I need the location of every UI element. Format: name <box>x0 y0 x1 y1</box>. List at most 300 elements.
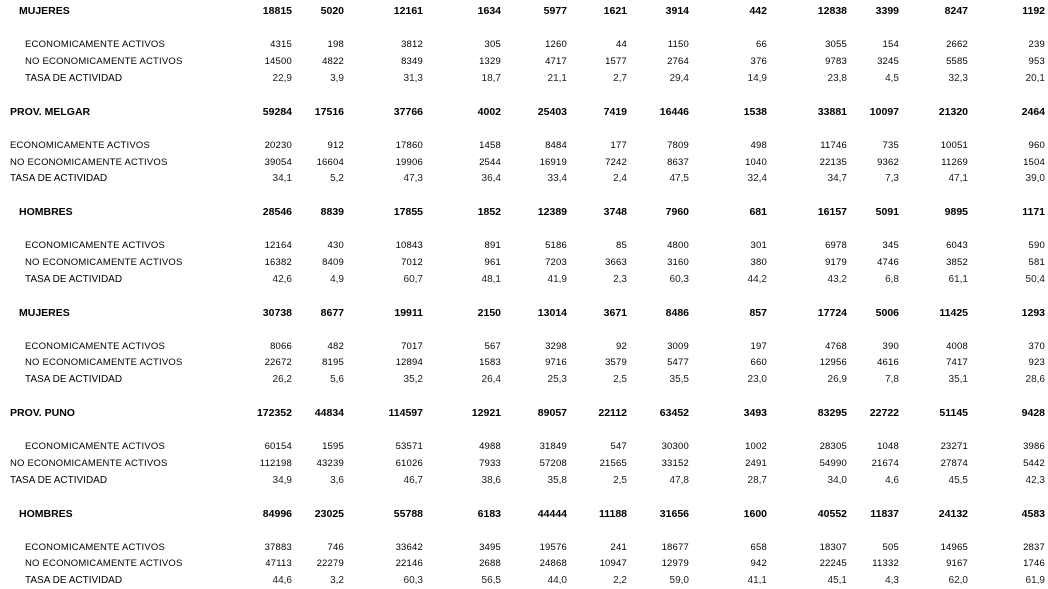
cell-value: 961 <box>484 257 501 268</box>
cell-value: 62,0 <box>948 575 968 586</box>
cell-value: 3495 <box>479 542 501 553</box>
table-row <box>0 540 1048 556</box>
row-label: PROV. PUNO <box>10 407 75 419</box>
cell-value: 5,6 <box>330 374 344 385</box>
cell-value: 658 <box>750 542 767 553</box>
cell-value: 85 <box>616 240 627 251</box>
cell-value: 1040 <box>745 157 767 168</box>
cell-value: 31,3 <box>403 73 423 84</box>
cell-value: 857 <box>749 307 767 319</box>
row-label: ECONOMICAMENTE ACTIVOS <box>25 39 166 50</box>
table-row <box>0 573 1048 589</box>
cell-value: 3748 <box>603 206 627 218</box>
cell-value: 59,0 <box>669 575 689 586</box>
cell-value: 4,3 <box>885 575 899 586</box>
cell-value: 11188 <box>598 508 627 520</box>
cell-value: 25403 <box>537 106 567 118</box>
cell-value: 5977 <box>543 5 567 17</box>
cell-value: 3,9 <box>330 73 344 84</box>
cell-value: 8486 <box>665 307 689 319</box>
cell-value: 9362 <box>877 157 899 168</box>
cell-value: 60,3 <box>403 575 423 586</box>
cell-value: 47113 <box>265 558 292 569</box>
cell-value: 44834 <box>314 407 344 419</box>
cell-value: 22245 <box>819 558 847 569</box>
cell-value: 22279 <box>316 558 344 569</box>
table-row <box>0 439 1048 455</box>
row-label: TASA DE ACTIVIDAD <box>25 374 123 385</box>
cell-value: 3986 <box>1023 441 1045 452</box>
cell-value: 45,5 <box>948 475 968 486</box>
row-label: PROV. MELGAR <box>10 106 91 118</box>
cell-value: 1504 <box>1023 157 1045 168</box>
cell-value: 50,4 <box>1025 274 1045 285</box>
cell-value: 380 <box>750 257 767 268</box>
cell-value: 14965 <box>940 542 968 553</box>
cell-value: 482 <box>327 341 344 352</box>
cell-value: 953 <box>1028 56 1045 67</box>
cell-value: 61,1 <box>948 274 968 285</box>
cell-value: 60,7 <box>403 274 423 285</box>
row-label: TASA DE ACTIVIDAD <box>25 274 123 285</box>
table-row <box>0 473 1048 489</box>
cell-value: 9716 <box>545 357 567 368</box>
cell-value: 376 <box>750 56 767 67</box>
group-header-row <box>0 204 1048 220</box>
cell-value: 60,3 <box>669 274 689 285</box>
cell-value: 547 <box>610 441 627 452</box>
cell-value: 34,0 <box>827 475 847 486</box>
cell-value: 27874 <box>940 458 968 469</box>
cell-value: 1600 <box>743 508 767 520</box>
cell-value: 2,3 <box>613 274 627 285</box>
cell-value: 8677 <box>320 307 344 319</box>
table-row <box>0 238 1048 254</box>
cell-value: 7012 <box>401 257 423 268</box>
cell-value: 12979 <box>661 558 689 569</box>
cell-value: 5006 <box>875 307 899 319</box>
cell-value: 197 <box>750 341 767 352</box>
cell-value: 2,5 <box>613 374 627 385</box>
cell-value: 3,6 <box>330 475 344 486</box>
cell-value: 21674 <box>871 458 899 469</box>
cell-value: 16382 <box>264 257 292 268</box>
cell-value: 39,0 <box>1025 173 1045 184</box>
cell-value: 442 <box>749 5 767 17</box>
cell-value: 31656 <box>659 508 689 520</box>
row-label: ECONOMICAMENTE ACTIVOS <box>25 240 166 251</box>
cell-value: 8409 <box>322 257 344 268</box>
cell-value: 942 <box>750 558 767 569</box>
cell-value: 735 <box>882 140 899 151</box>
table-row <box>0 456 1048 472</box>
cell-value: 11746 <box>820 140 847 151</box>
cell-value: 21565 <box>599 458 627 469</box>
cell-value: 38,6 <box>481 475 501 486</box>
cell-value: 47,1 <box>948 173 968 184</box>
cell-value: 746 <box>327 542 344 553</box>
cell-value: 2688 <box>479 558 501 569</box>
cell-value: 7960 <box>665 206 689 218</box>
cell-value: 35,1 <box>948 374 968 385</box>
cell-value: 22112 <box>598 407 627 419</box>
cell-value: 2764 <box>667 56 689 67</box>
cell-value: 11425 <box>939 307 968 319</box>
cell-value: 45,1 <box>827 575 847 586</box>
cell-value: 4800 <box>667 240 689 251</box>
table-row <box>0 37 1048 53</box>
cell-value: 6183 <box>477 508 501 520</box>
cell-value: 8637 <box>667 157 689 168</box>
cell-value: 22,9 <box>272 73 292 84</box>
cell-value: 1260 <box>545 39 567 50</box>
cell-value: 32,4 <box>747 173 767 184</box>
cell-value: 2,5 <box>613 475 627 486</box>
cell-value: 30738 <box>262 307 292 319</box>
cell-value: 7242 <box>605 157 627 168</box>
cell-value: 17855 <box>393 206 423 218</box>
cell-value: 28,6 <box>1025 374 1045 385</box>
cell-value: 21,1 <box>547 73 567 84</box>
group-header-row <box>0 104 1048 120</box>
group-header-row <box>0 506 1048 522</box>
cell-value: 11837 <box>870 508 899 520</box>
cell-value: 23025 <box>314 508 344 520</box>
cell-value: 7,3 <box>885 173 899 184</box>
cell-value: 41,1 <box>747 575 767 586</box>
cell-value: 1621 <box>603 5 627 17</box>
cell-value: 39054 <box>264 157 292 168</box>
cell-value: 18,7 <box>481 73 501 84</box>
cell-value: 41,9 <box>547 274 567 285</box>
row-label: NO ECONOMICAMENTE ACTIVOS <box>25 558 183 569</box>
cell-value: 1852 <box>477 206 501 218</box>
cell-value: 29,4 <box>669 73 689 84</box>
cell-value: 5442 <box>1023 458 1045 469</box>
cell-value: 17724 <box>817 307 847 319</box>
cell-value: 9179 <box>825 257 847 268</box>
cell-value: 53571 <box>395 441 423 452</box>
cell-value: 3009 <box>667 341 689 352</box>
cell-value: 20,1 <box>1025 73 1045 84</box>
cell-value: 11332 <box>872 558 899 569</box>
cell-value: 12389 <box>537 206 567 218</box>
cell-value: 8484 <box>545 140 567 151</box>
cell-value: 3245 <box>877 56 899 67</box>
cell-value: 44444 <box>537 508 567 520</box>
cell-value: 8247 <box>944 5 968 17</box>
row-label: NO ECONOMICAMENTE ACTIVOS <box>25 357 183 368</box>
row-label: HOMBRES <box>19 206 73 218</box>
cell-value: 505 <box>882 542 899 553</box>
cell-value: 198 <box>327 39 344 50</box>
row-label: HOMBRES <box>19 508 73 520</box>
cell-value: 1538 <box>743 106 767 118</box>
cell-value: 59284 <box>262 106 292 118</box>
cell-value: 1583 <box>479 357 501 368</box>
cell-value: 567 <box>484 341 501 352</box>
cell-value: 17516 <box>314 106 344 118</box>
cell-value: 5,2 <box>330 173 344 184</box>
cell-value: 3812 <box>401 39 423 50</box>
cell-value: 20230 <box>264 140 292 151</box>
cell-value: 34,7 <box>827 173 847 184</box>
cell-value: 3663 <box>605 257 627 268</box>
cell-value: 43239 <box>316 458 344 469</box>
cell-value: 891 <box>484 240 501 251</box>
cell-value: 37766 <box>393 106 423 118</box>
cell-value: 33,4 <box>547 173 567 184</box>
cell-value: 4,9 <box>330 274 344 285</box>
cell-value: 5020 <box>320 5 344 17</box>
cell-value: 9783 <box>825 56 847 67</box>
cell-value: 7933 <box>479 458 501 469</box>
row-label: TASA DE ACTIVIDAD <box>10 475 108 486</box>
cell-value: 43,2 <box>827 274 847 285</box>
cell-value: 370 <box>1028 341 1045 352</box>
cell-value: 390 <box>882 341 899 352</box>
cell-value: 10097 <box>869 106 899 118</box>
table-row <box>0 171 1048 187</box>
cell-value: 1577 <box>605 56 627 67</box>
cell-value: 2,4 <box>613 173 627 184</box>
cell-value: 112198 <box>259 458 292 469</box>
cell-value: 305 <box>484 39 501 50</box>
cell-value: 37883 <box>264 542 292 553</box>
cell-value: 2837 <box>1023 542 1045 553</box>
cell-value: 10051 <box>940 140 968 151</box>
cell-value: 660 <box>750 357 767 368</box>
cell-value: 3055 <box>825 39 847 50</box>
table-row <box>0 255 1048 271</box>
cell-value: 5091 <box>875 206 899 218</box>
cell-value: 590 <box>1028 240 1045 251</box>
cell-value: 1150 <box>667 39 689 50</box>
row-label: TASA DE ACTIVIDAD <box>10 173 108 184</box>
cell-value: 2464 <box>1021 106 1045 118</box>
table-row <box>0 339 1048 355</box>
cell-value: 239 <box>1028 39 1045 50</box>
cell-value: 1171 <box>1022 206 1045 218</box>
cell-value: 18307 <box>819 542 847 553</box>
cell-value: 9895 <box>944 206 968 218</box>
cell-value: 3399 <box>875 5 899 17</box>
cell-value: 2,2 <box>613 575 627 586</box>
cell-value: 16604 <box>316 157 344 168</box>
cell-value: 2662 <box>946 39 968 50</box>
cell-value: 1002 <box>745 441 767 452</box>
cell-value: 154 <box>882 39 899 50</box>
cell-value: 10843 <box>395 240 423 251</box>
cell-value: 4822 <box>322 56 344 67</box>
cell-value: 83295 <box>817 407 847 419</box>
cell-value: 7,8 <box>885 374 899 385</box>
cell-value: 4616 <box>877 357 899 368</box>
table-row <box>0 372 1048 388</box>
cell-value: 22135 <box>819 157 847 168</box>
cell-value: 28305 <box>819 441 847 452</box>
cell-value: 11269 <box>941 157 968 168</box>
cell-value: 33642 <box>395 542 423 553</box>
cell-value: 14500 <box>264 56 292 67</box>
cell-value: 9428 <box>1021 407 1045 419</box>
cell-value: 345 <box>882 240 899 251</box>
cell-value: 2,7 <box>613 73 627 84</box>
cell-value: 18815 <box>262 5 292 17</box>
cell-value: 36,4 <box>481 173 501 184</box>
table-row <box>0 138 1048 154</box>
cell-value: 12838 <box>817 5 847 17</box>
cell-value: 66 <box>756 39 767 50</box>
cell-value: 28546 <box>262 206 292 218</box>
cell-value: 8195 <box>322 357 344 368</box>
cell-value: 681 <box>749 206 767 218</box>
cell-value: 12921 <box>471 407 501 419</box>
cell-value: 6,8 <box>885 274 899 285</box>
cell-value: 12161 <box>393 5 423 17</box>
cell-value: 92 <box>616 341 627 352</box>
row-label: ECONOMICAMENTE ACTIVOS <box>10 140 151 151</box>
cell-value: 2150 <box>477 307 501 319</box>
row-label: MUJERES <box>19 5 70 17</box>
cell-value: 3,2 <box>330 575 344 586</box>
cell-value: 4746 <box>877 257 899 268</box>
cell-value: 8349 <box>401 56 423 67</box>
cell-value: 4,6 <box>885 475 899 486</box>
cell-value: 1595 <box>322 441 344 452</box>
cell-value: 3852 <box>946 257 968 268</box>
cell-value: 35,5 <box>669 374 689 385</box>
group-header-row <box>0 305 1048 321</box>
cell-value: 55788 <box>393 508 423 520</box>
group-header-row <box>0 3 1048 19</box>
cell-value: 4,5 <box>885 73 899 84</box>
cell-value: 22672 <box>264 357 292 368</box>
cell-value: 5477 <box>667 357 689 368</box>
cell-value: 5186 <box>545 240 567 251</box>
row-label: ECONOMICAMENTE ACTIVOS <box>25 441 166 452</box>
cell-value: 26,4 <box>481 374 501 385</box>
cell-value: 32,3 <box>948 73 968 84</box>
cell-value: 6978 <box>825 240 847 251</box>
cell-value: 12956 <box>819 357 847 368</box>
cell-value: 84996 <box>262 508 292 520</box>
cell-value: 6043 <box>946 240 968 251</box>
cell-value: 44,2 <box>747 274 767 285</box>
cell-value: 16157 <box>817 206 847 218</box>
cell-value: 4768 <box>825 341 847 352</box>
cell-value: 61,9 <box>1025 575 1045 586</box>
cell-value: 47,5 <box>669 173 689 184</box>
cell-value: 47,8 <box>669 475 689 486</box>
cell-value: 25,3 <box>547 374 567 385</box>
cell-value: 57208 <box>539 458 567 469</box>
row-label: MUJERES <box>19 307 70 319</box>
row-label: TASA DE ACTIVIDAD <box>25 73 123 84</box>
cell-value: 35,8 <box>547 475 567 486</box>
cell-value: 177 <box>610 140 627 151</box>
cell-value: 19576 <box>539 542 567 553</box>
cell-value: 3298 <box>545 341 567 352</box>
cell-value: 44,6 <box>272 575 292 586</box>
cell-value: 89057 <box>537 407 567 419</box>
cell-value: 31849 <box>539 441 567 452</box>
table-row <box>0 155 1048 171</box>
cell-value: 7017 <box>401 341 423 352</box>
cell-value: 44,0 <box>547 575 567 586</box>
row-label: TASA DE ACTIVIDAD <box>25 575 123 586</box>
cell-value: 3671 <box>603 307 627 319</box>
cell-value: 1048 <box>877 441 899 452</box>
cell-value: 114597 <box>388 407 423 419</box>
cell-value: 19906 <box>395 157 423 168</box>
cell-value: 4315 <box>270 39 292 50</box>
cell-value: 581 <box>1028 257 1045 268</box>
cell-value: 1329 <box>479 56 501 67</box>
cell-value: 16919 <box>539 157 567 168</box>
cell-value: 3493 <box>743 407 767 419</box>
table-row <box>0 355 1048 371</box>
cell-value: 40552 <box>817 508 847 520</box>
cell-value: 17860 <box>395 140 423 151</box>
cell-value: 51145 <box>939 407 968 419</box>
cell-value: 2544 <box>479 157 501 168</box>
row-label: ECONOMICAMENTE ACTIVOS <box>25 341 166 352</box>
cell-value: 172352 <box>256 407 292 419</box>
cell-value: 42,3 <box>1025 475 1045 486</box>
cell-value: 430 <box>327 240 344 251</box>
cell-value: 9167 <box>946 558 968 569</box>
row-label: NO ECONOMICAMENTE ACTIVOS <box>25 56 183 67</box>
cell-value: 1293 <box>1021 307 1045 319</box>
cell-value: 22146 <box>395 558 423 569</box>
cell-value: 60154 <box>264 441 292 452</box>
cell-value: 12894 <box>395 357 423 368</box>
cell-value: 1458 <box>479 140 501 151</box>
table-row <box>0 71 1048 87</box>
cell-value: 2491 <box>745 458 767 469</box>
cell-value: 16446 <box>659 106 689 118</box>
cell-value: 7809 <box>667 140 689 151</box>
cell-value: 44 <box>616 39 627 50</box>
cell-value: 24868 <box>539 558 567 569</box>
cell-value: 19911 <box>394 307 423 319</box>
cell-value: 12164 <box>264 240 292 251</box>
table-row <box>0 272 1048 288</box>
cell-value: 34,9 <box>272 475 292 486</box>
cell-value: 23,0 <box>747 374 767 385</box>
cell-value: 23271 <box>940 441 968 452</box>
cell-value: 3579 <box>605 357 627 368</box>
cell-value: 4008 <box>946 341 968 352</box>
cell-value: 1746 <box>1023 558 1045 569</box>
cell-value: 48,1 <box>481 274 501 285</box>
cell-value: 24132 <box>938 508 968 520</box>
cell-value: 8839 <box>320 206 344 218</box>
cell-value: 4002 <box>477 106 501 118</box>
cell-value: 23,8 <box>827 73 847 84</box>
cell-value: 46,7 <box>403 475 423 486</box>
cell-value: 30300 <box>661 441 689 452</box>
cell-value: 8066 <box>270 341 292 352</box>
cell-value: 63452 <box>659 407 689 419</box>
cell-value: 61026 <box>395 458 423 469</box>
cell-value: 301 <box>750 240 767 251</box>
cell-value: 923 <box>1028 357 1045 368</box>
cell-value: 1634 <box>477 5 501 17</box>
cell-value: 1192 <box>1022 5 1045 17</box>
cell-value: 960 <box>1028 140 1045 151</box>
